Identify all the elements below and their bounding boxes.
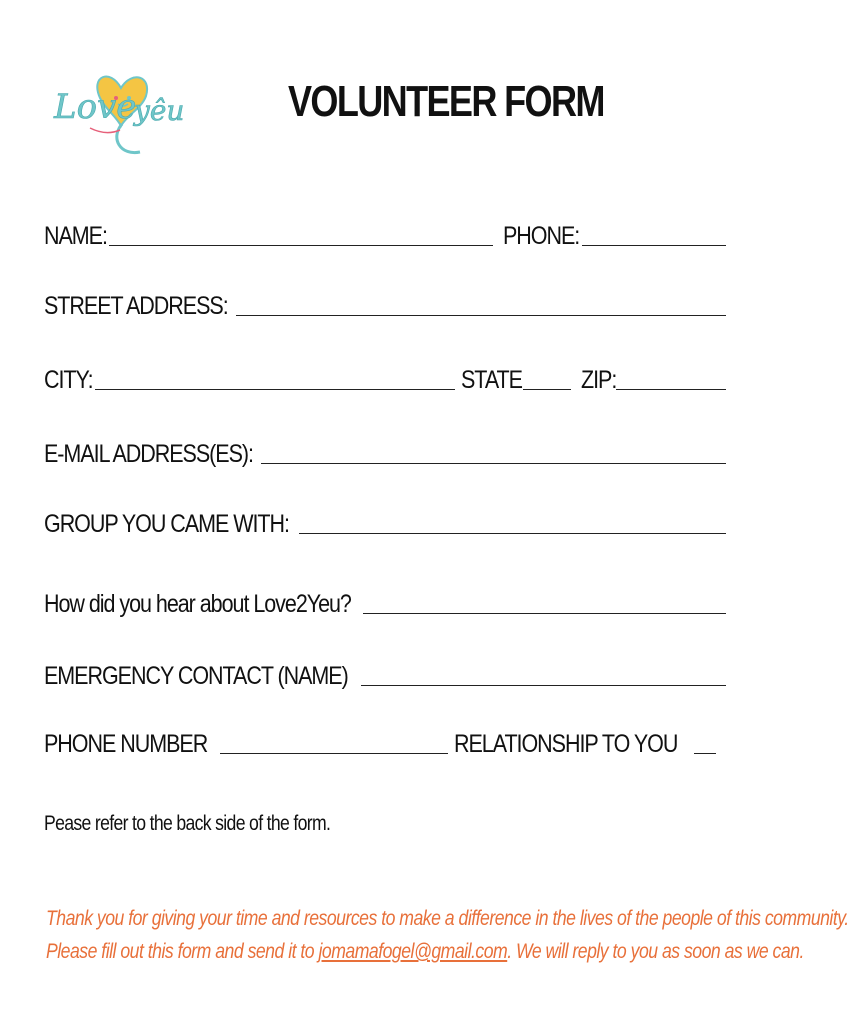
phone-field[interactable] (582, 243, 726, 246)
thank-you-message (46, 902, 849, 968)
group-label: GROUP YOU CAME WITH: (44, 510, 289, 538)
svg-text:Love: Love (54, 87, 137, 127)
page-title: VOLUNTEER FORM (288, 77, 604, 126)
thanks-line-2 (46, 935, 849, 968)
email-label: E-MAIL ADDRESS(ES): (44, 440, 253, 468)
city-row (44, 368, 726, 393)
city-field[interactable] (95, 387, 455, 390)
city-label: CITY: (44, 366, 93, 394)
email-row (44, 442, 726, 467)
state-label: STATE (460, 366, 522, 394)
relationship-field[interactable] (694, 751, 717, 754)
heard-field[interactable] (363, 611, 726, 614)
street-address-field[interactable] (236, 313, 726, 316)
phone-relationship-row (44, 732, 716, 757)
email-field[interactable] (261, 461, 726, 464)
phone-label: PHONE: (503, 222, 580, 250)
zip-label: ZIP: (581, 366, 617, 394)
zip-field[interactable] (616, 387, 726, 390)
emergency-contact-field[interactable] (361, 683, 726, 686)
emergency-contact-label: EMERGENCY CONTACT (NAME) (44, 662, 348, 690)
name-phone-row (44, 224, 726, 249)
relationship-label: RELATIONSHIP TO YOU (453, 730, 678, 758)
name-field[interactable] (109, 243, 493, 246)
name-label: NAME: (44, 222, 107, 250)
thanks-prefix: Please fill out this form and send it to (46, 940, 319, 963)
group-field[interactable] (299, 531, 726, 534)
group-row (44, 512, 726, 537)
love2yeu-logo (50, 58, 192, 166)
svg-text:yêu: yêu (134, 94, 185, 127)
heard-row (44, 592, 726, 617)
heard-label: How did you hear about Love2Yeu? (44, 590, 351, 618)
thanks-line-1: Thank you for giving your time and resources to make a difference in the lives of the people of this community. (46, 907, 849, 930)
state-field[interactable] (523, 387, 571, 390)
street-row (44, 294, 726, 319)
email-link[interactable]: jomamafogel@gmail.com (318, 940, 508, 963)
emergency-row (44, 664, 726, 689)
thanks-suffix: . We will reply to you as soon as we can. (507, 940, 804, 963)
back-side-note: Pease refer to the back side of the form. (44, 812, 331, 835)
phone-number-label: PHONE NUMBER (44, 730, 208, 758)
phone-number-field[interactable] (220, 751, 448, 754)
street-address-label: STREET ADDRESS: (44, 292, 228, 320)
